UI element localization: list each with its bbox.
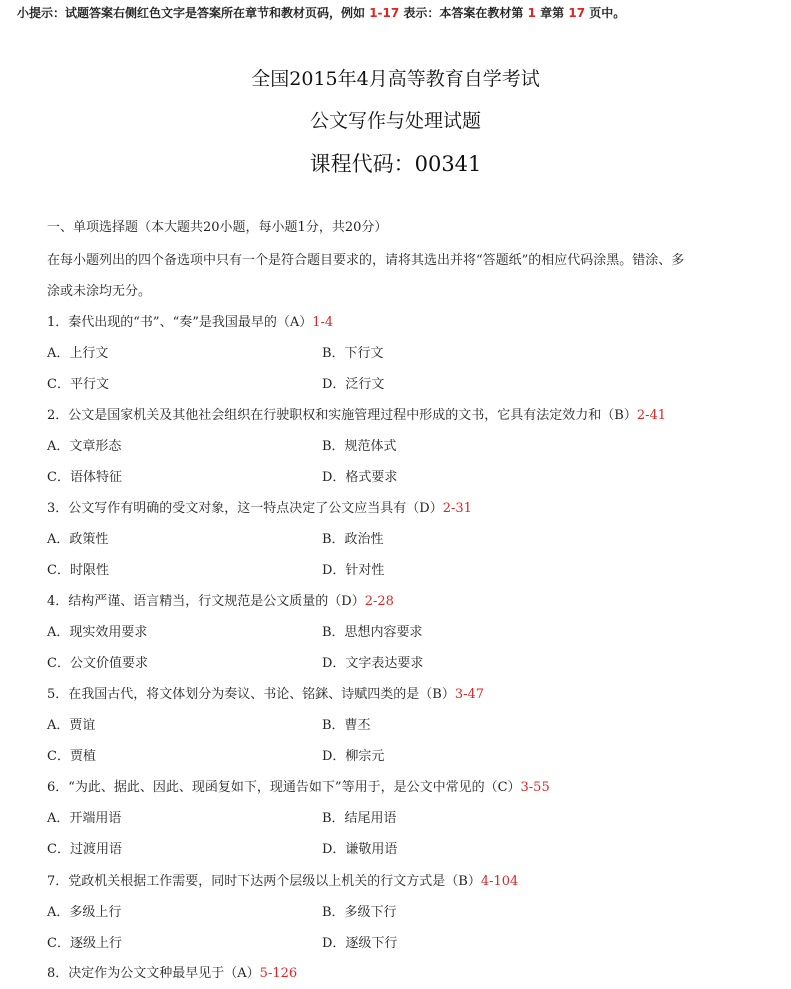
question-stem: [47, 870, 518, 889]
answer-reference: 5-126: [259, 966, 298, 981]
question-text: 4．结构严谨、语言精当，行文规范是公文质量的（D）: [47, 594, 365, 609]
option-d: D．谦敬用语: [322, 842, 398, 857]
option-a: A．开端用语: [47, 811, 122, 826]
answer-reference: 2-41: [636, 408, 667, 423]
option-a: A．上行文: [47, 346, 109, 361]
option-c: C．时限性: [47, 563, 109, 578]
question-text: 8．决定作为公文文种最早见于（A）: [47, 966, 260, 981]
question-stem: [47, 683, 484, 702]
question-stem: [47, 497, 472, 516]
option-b: B．曹丕: [322, 718, 371, 733]
question-text: 3．公文写作有明确的受文对象，这一特点决定了公文应当具有（D）: [47, 501, 443, 516]
answer-reference: 1-4: [312, 315, 334, 330]
option-d: D．格式要求: [322, 470, 398, 485]
option-d: D．泛行文: [322, 377, 385, 392]
option-b: B．结尾用语: [322, 811, 397, 826]
question-stem: [47, 404, 666, 423]
option-a: A．文章形态: [47, 439, 122, 454]
option-c: C．平行文: [47, 377, 109, 392]
hint-page: 17: [568, 6, 586, 20]
option-a: A．贾谊: [47, 718, 96, 733]
option-c: C．语体特征: [47, 470, 122, 485]
option-c: C．过渡用语: [47, 842, 122, 857]
question-stem: [47, 776, 550, 795]
question-text: 1．秦代出现的“书”、“奏”是我国最早的（A）: [47, 315, 313, 330]
instruction-line-2: 涂或未涂均无分。: [47, 284, 152, 299]
answer-reference: 2-28: [364, 594, 394, 609]
option-b: B．政治性: [322, 532, 384, 547]
hint-line: [17, 4, 625, 21]
course-code: 课程代码：00341: [309, 152, 482, 176]
option-d: D．针对性: [322, 563, 385, 578]
option-a: A．政策性: [47, 532, 109, 547]
section-heading: 一、单项选择题（本大题共20小题，每小题1分，共20分）: [47, 220, 388, 235]
hint-middle: 表示：本答案在教材第: [403, 6, 524, 20]
option-b: B．多级下行: [322, 905, 397, 920]
answer-reference: 4-104: [480, 874, 519, 889]
question-text: 5．在我国古代，将文体划分为奏议、书论、铭銤、诗赋四类的是（B）: [47, 687, 455, 702]
option-c: C．贾植: [47, 749, 96, 764]
hint-chapter: 1: [527, 6, 536, 20]
option-b: B．思想内容要求: [322, 625, 423, 640]
question-stem: [47, 311, 333, 330]
exam-subtitle: 公文写作与处理试题: [309, 110, 481, 132]
question-stem: [47, 962, 297, 981]
option-c: C．逐级上行: [47, 936, 122, 951]
option-d: D．柳宗元: [322, 749, 385, 764]
answer-reference: 2-31: [442, 501, 472, 516]
answer-reference: 3-55: [520, 780, 550, 795]
question-text: 2．公文是国家机关及其他社会组织在行驶职权和实施管理过程中形成的文书，它具有法定效力和（B）: [47, 408, 637, 423]
question-text: 7．党政机关根据工作需要，同时下达两个层级以上机关的行文方式是（B）: [47, 874, 481, 889]
question-stem: [47, 590, 394, 609]
question-text: 6．“为此、据此、因此、现函复如下，现通告如下”等用于，是公文中常见的（C）: [47, 780, 521, 795]
hint-example: 1-17: [369, 6, 400, 20]
hint-chapter-suffix: 章第: [540, 6, 565, 20]
instruction-line-1: 在每小题列出的四个备选项中只有一个是符合题目要求的，请将其选出并将“答题纸”的相应代码涂黑。错涂、多: [47, 253, 685, 268]
answer-reference: 3-47: [454, 687, 485, 702]
option-c: C．公文价值要求: [47, 656, 148, 671]
option-b: B．下行文: [322, 346, 384, 361]
option-a: A．现实效用要求: [47, 625, 148, 640]
hint-prefix: 小提示：试题答案右侧红色文字是答案所在章节和教材页码，例如: [17, 6, 366, 20]
option-b: B．规范体式: [322, 439, 397, 454]
exam-title: 全国2015年4月高等教育自学考试: [251, 68, 540, 90]
option-d: D．逐级下行: [322, 936, 398, 951]
option-a: A．多级上行: [47, 905, 122, 920]
option-d: D．文字表达要求: [322, 656, 424, 671]
hint-page-suffix: 页中。: [589, 6, 626, 20]
